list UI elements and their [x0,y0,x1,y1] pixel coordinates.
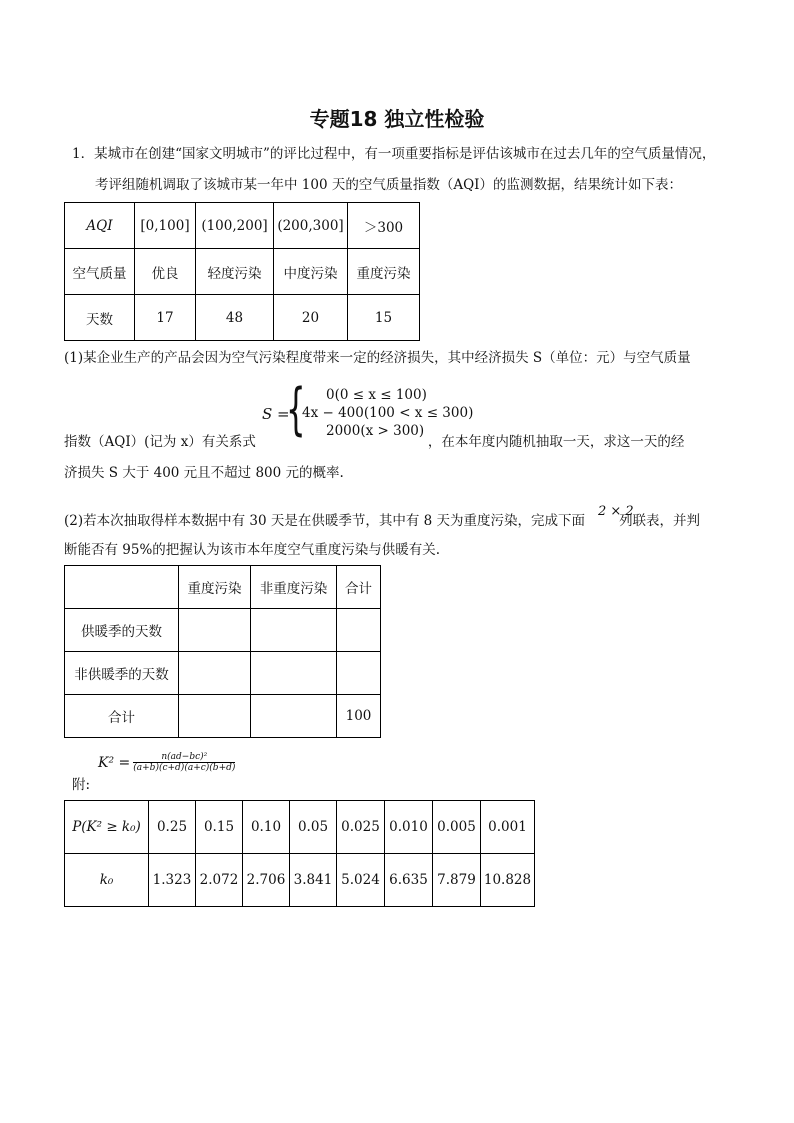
question1-line1: 1．某城市在创建“国家文明城市”的评比过程中，有一项重要指标是评估该城市在过去几年的空气质量情况， [72,146,716,162]
appendix-label: 附: [72,777,91,793]
k2-numerator: n(ad−bc)² [133,752,235,763]
aqi-days-cell: 17 [135,295,196,341]
contingency-cell [179,695,251,738]
critical-value-cell: 5.024 [337,854,385,907]
part2-line1-left: (2)若本次抽取得样本数据中有 30 天是在供暖季节，其中有 8 天为重度污染，完成下面 [64,513,586,529]
contingency-cell [337,652,381,695]
aqi-quality-cell: 优良 [135,249,196,295]
aqi-days-cell: 天数 [65,295,135,341]
two-by-two-label: 2 × 2 [598,504,634,519]
contingency-header-cell: 合计 [337,566,381,609]
contingency-header-row [65,566,381,609]
part2-line1-right: 列联表，并判 [619,513,701,529]
critical-value-table [64,800,535,907]
probability-row [65,801,535,854]
probability-cell: 0.25 [149,801,196,854]
probability-cell: 0.010 [385,801,433,854]
question1-line2: 考评组随机调取了该城市某一年中 100 天的空气质量指数（AQI）的监测数据，结果统计如下表： [95,177,682,193]
probability-cell: 0.001 [481,801,535,854]
contingency-cell [179,652,251,695]
aqi-days-cell: 15 [348,295,420,341]
aqi-quality-cell: 轻度污染 [196,249,274,295]
aqi-quality-cell: 空气质量 [65,249,135,295]
probability-cell: 0.10 [243,801,290,854]
contingency-row-total [65,695,381,738]
critical-value-cell: 2.072 [196,854,243,907]
contingency-cell [251,652,337,695]
contingency-header-cell [65,566,179,609]
critical-value-label: k₀ [65,854,149,907]
critical-value-cell: 7.879 [433,854,481,907]
aqi-header-cell: ＞300 [348,203,420,249]
contingency-header-cell: 重度污染 [179,566,251,609]
aqi-quality-cell: 重度污染 [348,249,420,295]
contingency-cell: 供暖季的天数 [65,609,179,652]
aqi-days-row [65,295,420,341]
formula-case-2: 4x − 400(100 < x ≤ 300) [302,405,474,421]
part1-line2-left: 指数（AQI）(记为 x）有关系式 [64,434,256,450]
formula-case-1: 0(0 ≤ x ≤ 100) [326,387,427,403]
probability-label: P(K² ≥ k₀) [65,801,149,854]
part1-line1: (1)某企业生产的产品会因为空气污染程度带来一定的经济损失，其中经济损失 S（单位：元）与空气质量 [64,350,691,366]
k2-denominator: (a+b)(c+d)(a+c)(b+d) [133,763,236,773]
aqi-days-cell: 20 [274,295,348,341]
contingency-cell [179,609,251,652]
left-brace-icon: { [286,377,306,442]
part1-line2-right: ，在本年度内随机抽取一天，求这一天的经 [427,434,685,450]
probability-cell: 0.15 [196,801,243,854]
aqi-header-cell: AQI [65,203,135,249]
contingency-cell: 非供暖季的天数 [65,652,179,695]
contingency-header-cell: 非重度污染 [251,566,337,609]
part1-line2 [64,433,684,452]
aqi-days-cell: 48 [196,295,274,341]
critical-value-cell: 10.828 [481,854,535,907]
aqi-header-cell: (200,300] [274,203,348,249]
critical-value-cell: 2.706 [243,854,290,907]
probability-cell: 0.05 [290,801,337,854]
part2-line2: 断能否有 95%的把握认为该市本年度空气重度污染与供暖有关. [64,542,441,558]
aqi-header-cell: [0,100] [135,203,196,249]
critical-value-cell: 6.635 [385,854,433,907]
k2-fraction [133,752,235,773]
aqi-header-row [65,203,420,249]
part1-line3: 济损失 S 大于 400 元且不超过 800 元的概率. [64,465,344,481]
aqi-header-cell: (100,200] [196,203,274,249]
contingency-row-heating [65,609,381,652]
contingency-cell [251,695,337,738]
contingency-cell [251,609,337,652]
probability-cell: 0.005 [433,801,481,854]
aqi-quality-cell: 中度污染 [274,249,348,295]
contingency-cell: 合计 [65,695,179,738]
page-title: 专题18 独立性检验 [309,107,485,131]
aqi-table [64,202,420,341]
k2-label: K² = [98,754,131,771]
critical-value-cell: 1.323 [149,854,196,907]
probability-cell: 0.025 [337,801,385,854]
contingency-cell [337,609,381,652]
contingency-cell: 100 [337,695,381,738]
critical-value-row [65,854,535,907]
contingency-table [64,565,381,738]
formula-case-3: 2000(x > 300) [326,423,425,439]
k2-formula [98,752,235,773]
formula-s-label: S = [262,405,290,423]
aqi-quality-row [65,249,420,295]
contingency-row-nonheating [65,652,381,695]
critical-value-cell: 3.841 [290,854,337,907]
